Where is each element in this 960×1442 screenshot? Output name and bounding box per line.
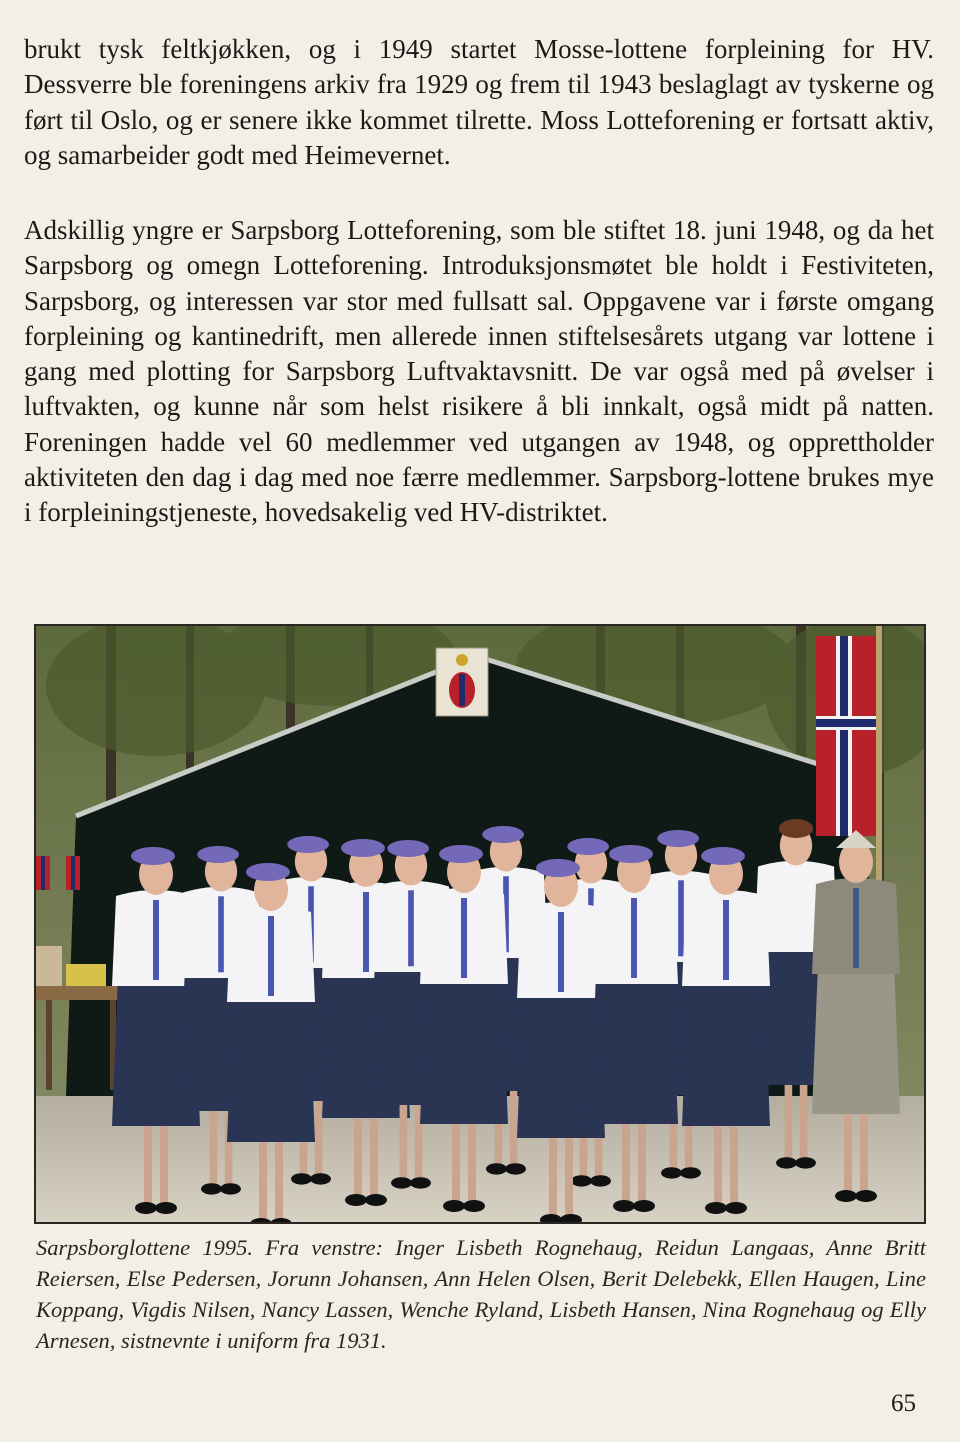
- body-paragraph-1: brukt tysk feltkjøkken, og i 1949 startet Mosse-lottene forpleining for HV. Dessverre ble foreningens arkiv fra 1929 og frem til 1943 beslaglagt av tyskerne og ført til Oslo, og er senere ikke kommet tilrette. Moss Lotteforening er fortsatt aktiv, og samarbeider godt med Heimevernet.: [24, 34, 934, 170]
- page-number: 65: [891, 1390, 916, 1417]
- lotte-emblem: [436, 648, 488, 716]
- body-paragraph-2: Adskillig yngre er Sarpsborg Lotteforening, som ble stiftet 18. juni 1948, og da het Sarpsborg og omegn Lotteforening. Introduksjonsmøtet ble holdt i Festiviteten, Sarpsborg, og interessen var stor med fullsatt sal. Oppgavene var i første omgang forpleining og kantinedrift, men allerede innen stiftelsesårets utgang var lottene i gang med plotting for Sarpsborg Luftvaktavsnitt. De var også med på øvelser i luftvakten, og kunne når som helst risikere å bli innkalt, også midt på natten. Foreningen hadde vel 60 medlemmer ved utgangen av 1948, og opprettholder aktiviteten den dag i dag med noe færre medlemmer. Sarpsborg-lottene brukes mye i forpleiningstjeneste, hovedsakelig ved HV-distriktet.: [24, 215, 934, 528]
- photo-caption: Sarpsborglottene 1995. Fra venstre: Inger Lisbeth Rognehaug, Reidun Langaas, Anne Britt Reiersen, Else Pedersen, Jorunn Johansen, Ann Helen Olsen, Berit Delebekk, Ellen Haugen, Line Koppang, Vigdis Nilsen, Nancy Lassen, Wenche Ryland, Lisbeth Hansen, Nina Rognehaug og Elly Arnesen, sistnevnte i uniform fra 1931.: [36, 1235, 926, 1353]
- group-photo: [34, 624, 926, 1224]
